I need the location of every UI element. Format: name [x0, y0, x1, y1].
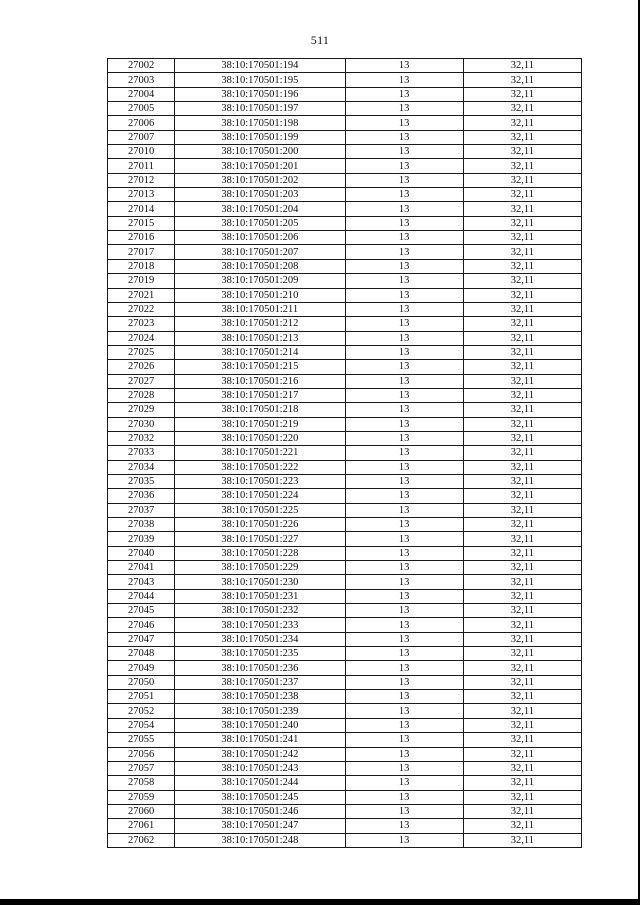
value-cell: 13	[345, 231, 463, 245]
row-number-cell: 27055	[108, 733, 175, 747]
area-cell: 32,11	[463, 833, 581, 847]
value-cell: 13	[345, 388, 463, 402]
cadastral-number-cell: 38:10:170501:243	[175, 761, 345, 775]
area-cell: 32,11	[463, 59, 581, 73]
area-cell: 32,11	[463, 489, 581, 503]
table-row	[108, 403, 582, 417]
value-cell: 13	[345, 718, 463, 732]
row-number-cell: 27014	[108, 202, 175, 216]
cadastral-number-cell: 38:10:170501:208	[175, 259, 345, 273]
area-cell: 32,11	[463, 274, 581, 288]
value-cell: 13	[345, 417, 463, 431]
area-cell: 32,11	[463, 202, 581, 216]
row-number-cell: 27046	[108, 618, 175, 632]
table-row	[108, 761, 582, 775]
row-number-cell: 27025	[108, 345, 175, 359]
value-cell: 13	[345, 87, 463, 101]
table-row	[108, 259, 582, 273]
cadastral-number-cell: 38:10:170501:223	[175, 474, 345, 488]
area-cell: 32,11	[463, 675, 581, 689]
row-number-cell: 27032	[108, 431, 175, 445]
row-number-cell: 27023	[108, 317, 175, 331]
value-cell: 13	[345, 503, 463, 517]
area-cell: 32,11	[463, 518, 581, 532]
table-row	[108, 388, 582, 402]
table-row	[108, 776, 582, 790]
table-row	[108, 604, 582, 618]
cadastral-number-cell: 38:10:170501:233	[175, 618, 345, 632]
value-cell: 13	[345, 604, 463, 618]
value-cell: 13	[345, 73, 463, 87]
area-cell: 32,11	[463, 159, 581, 173]
value-cell: 13	[345, 589, 463, 603]
area-cell: 32,11	[463, 116, 581, 130]
cadastral-number-cell: 38:10:170501:230	[175, 575, 345, 589]
row-number-cell: 27044	[108, 589, 175, 603]
value-cell: 13	[345, 647, 463, 661]
cadastral-number-cell: 38:10:170501:246	[175, 804, 345, 818]
table-row	[108, 704, 582, 718]
row-number-cell: 27016	[108, 231, 175, 245]
area-cell: 32,11	[463, 761, 581, 775]
table-row	[108, 647, 582, 661]
row-number-cell: 27034	[108, 460, 175, 474]
cadastral-number-cell: 38:10:170501:219	[175, 417, 345, 431]
row-number-cell: 27056	[108, 747, 175, 761]
area-cell: 32,11	[463, 819, 581, 833]
row-number-cell: 27050	[108, 675, 175, 689]
row-number-cell: 27054	[108, 718, 175, 732]
row-number-cell: 27012	[108, 173, 175, 187]
table-row	[108, 833, 582, 847]
cadastral-number-cell: 38:10:170501:222	[175, 460, 345, 474]
area-cell: 32,11	[463, 102, 581, 116]
cadastral-number-cell: 38:10:170501:241	[175, 733, 345, 747]
table-row	[108, 231, 582, 245]
value-cell: 13	[345, 145, 463, 159]
table-row	[108, 159, 582, 173]
cadastral-number-cell: 38:10:170501:198	[175, 116, 345, 130]
value-cell: 13	[345, 761, 463, 775]
value-cell: 13	[345, 274, 463, 288]
row-number-cell: 27036	[108, 489, 175, 503]
value-cell: 13	[345, 302, 463, 316]
cadastral-number-cell: 38:10:170501:237	[175, 675, 345, 689]
cadastral-number-cell: 38:10:170501:235	[175, 647, 345, 661]
area-cell: 32,11	[463, 546, 581, 560]
table-row	[108, 145, 582, 159]
cadastral-number-cell: 38:10:170501:225	[175, 503, 345, 517]
table-row	[108, 102, 582, 116]
value-cell: 13	[345, 690, 463, 704]
table-row	[108, 518, 582, 532]
area-cell: 32,11	[463, 388, 581, 402]
table-row	[108, 116, 582, 130]
table-row	[108, 589, 582, 603]
row-number-cell: 27059	[108, 790, 175, 804]
area-cell: 32,11	[463, 145, 581, 159]
cadastral-number-cell: 38:10:170501:204	[175, 202, 345, 216]
area-cell: 32,11	[463, 460, 581, 474]
cadastral-number-cell: 38:10:170501:231	[175, 589, 345, 603]
row-number-cell: 27060	[108, 804, 175, 818]
table-row	[108, 188, 582, 202]
row-number-cell: 27045	[108, 604, 175, 618]
cadastral-number-cell: 38:10:170501:221	[175, 446, 345, 460]
area-cell: 32,11	[463, 690, 581, 704]
table-row	[108, 302, 582, 316]
table-row	[108, 345, 582, 359]
cadastral-number-cell: 38:10:170501:194	[175, 59, 345, 73]
value-cell: 13	[345, 546, 463, 560]
area-cell: 32,11	[463, 604, 581, 618]
value-cell: 13	[345, 575, 463, 589]
area-cell: 32,11	[463, 474, 581, 488]
table-row	[108, 546, 582, 560]
cadastral-number-cell: 38:10:170501:245	[175, 790, 345, 804]
area-cell: 32,11	[463, 302, 581, 316]
table-row	[108, 618, 582, 632]
row-number-cell: 27005	[108, 102, 175, 116]
area-cell: 32,11	[463, 776, 581, 790]
value-cell: 13	[345, 661, 463, 675]
cadastral-number-cell: 38:10:170501:197	[175, 102, 345, 116]
row-number-cell: 27051	[108, 690, 175, 704]
value-cell: 13	[345, 317, 463, 331]
row-number-cell: 27022	[108, 302, 175, 316]
cadastral-number-cell: 38:10:170501:200	[175, 145, 345, 159]
row-number-cell: 27039	[108, 532, 175, 546]
value-cell: 13	[345, 446, 463, 460]
cadastral-number-cell: 38:10:170501:209	[175, 274, 345, 288]
value-cell: 13	[345, 489, 463, 503]
value-cell: 13	[345, 374, 463, 388]
value-cell: 13	[345, 403, 463, 417]
cadastral-number-cell: 38:10:170501:228	[175, 546, 345, 560]
table-row	[108, 245, 582, 259]
row-number-cell: 27038	[108, 518, 175, 532]
cadastral-number-cell: 38:10:170501:203	[175, 188, 345, 202]
area-cell: 32,11	[463, 790, 581, 804]
value-cell: 13	[345, 618, 463, 632]
cadastral-table	[107, 58, 582, 848]
table-row	[108, 632, 582, 646]
area-cell: 32,11	[463, 87, 581, 101]
cadastral-number-cell: 38:10:170501:234	[175, 632, 345, 646]
cadastral-number-cell: 38:10:170501:205	[175, 216, 345, 230]
row-number-cell: 27040	[108, 546, 175, 560]
table-row	[108, 675, 582, 689]
cadastral-number-cell: 38:10:170501:218	[175, 403, 345, 417]
area-cell: 32,11	[463, 718, 581, 732]
cadastral-number-cell: 38:10:170501:236	[175, 661, 345, 675]
area-cell: 32,11	[463, 173, 581, 187]
row-number-cell: 27048	[108, 647, 175, 661]
area-cell: 32,11	[463, 561, 581, 575]
row-number-cell: 27057	[108, 761, 175, 775]
value-cell: 13	[345, 704, 463, 718]
value-cell: 13	[345, 790, 463, 804]
table-row	[108, 489, 582, 503]
value-cell: 13	[345, 460, 463, 474]
page-number: 511	[310, 33, 330, 47]
area-cell: 32,11	[463, 632, 581, 646]
area-cell: 32,11	[463, 747, 581, 761]
area-cell: 32,11	[463, 733, 581, 747]
cadastral-number-cell: 38:10:170501:238	[175, 690, 345, 704]
cadastral-number-cell: 38:10:170501:247	[175, 819, 345, 833]
cadastral-number-cell: 38:10:170501:229	[175, 561, 345, 575]
table-row	[108, 661, 582, 675]
cadastral-number-cell: 38:10:170501:224	[175, 489, 345, 503]
table-row	[108, 733, 582, 747]
table-row	[108, 59, 582, 73]
table-row	[108, 474, 582, 488]
area-cell: 32,11	[463, 417, 581, 431]
scan-bottom-edge	[0, 899, 640, 905]
row-number-cell: 27026	[108, 360, 175, 374]
value-cell: 13	[345, 116, 463, 130]
table-row	[108, 317, 582, 331]
area-cell: 32,11	[463, 345, 581, 359]
value-cell: 13	[345, 431, 463, 445]
table-row	[108, 460, 582, 474]
value-cell: 13	[345, 173, 463, 187]
cadastral-number-cell: 38:10:170501:226	[175, 518, 345, 532]
row-number-cell: 27033	[108, 446, 175, 460]
area-cell: 32,11	[463, 661, 581, 675]
value-cell: 13	[345, 474, 463, 488]
table-row	[108, 819, 582, 833]
row-number-cell: 27004	[108, 87, 175, 101]
row-number-cell: 27003	[108, 73, 175, 87]
value-cell: 13	[345, 202, 463, 216]
value-cell: 13	[345, 216, 463, 230]
area-cell: 32,11	[463, 704, 581, 718]
table-body	[108, 59, 582, 848]
row-number-cell: 27019	[108, 274, 175, 288]
row-number-cell: 27035	[108, 474, 175, 488]
row-number-cell: 27002	[108, 59, 175, 73]
row-number-cell: 27013	[108, 188, 175, 202]
area-cell: 32,11	[463, 374, 581, 388]
area-cell: 32,11	[463, 245, 581, 259]
value-cell: 13	[345, 59, 463, 73]
cadastral-number-cell: 38:10:170501:199	[175, 130, 345, 144]
row-number-cell: 27041	[108, 561, 175, 575]
table-row	[108, 202, 582, 216]
area-cell: 32,11	[463, 231, 581, 245]
value-cell: 13	[345, 288, 463, 302]
row-number-cell: 27018	[108, 259, 175, 273]
row-number-cell: 27058	[108, 776, 175, 790]
row-number-cell: 27029	[108, 403, 175, 417]
area-cell: 32,11	[463, 589, 581, 603]
cadastral-number-cell: 38:10:170501:240	[175, 718, 345, 732]
cadastral-number-cell: 38:10:170501:242	[175, 747, 345, 761]
row-number-cell: 27010	[108, 145, 175, 159]
area-cell: 32,11	[463, 618, 581, 632]
area-cell: 32,11	[463, 73, 581, 87]
table-row	[108, 790, 582, 804]
table-row	[108, 532, 582, 546]
table-row	[108, 73, 582, 87]
cadastral-number-cell: 38:10:170501:212	[175, 317, 345, 331]
table-row	[108, 288, 582, 302]
row-number-cell: 27037	[108, 503, 175, 517]
value-cell: 13	[345, 159, 463, 173]
table-row	[108, 804, 582, 818]
table-row	[108, 446, 582, 460]
cadastral-number-cell: 38:10:170501:217	[175, 388, 345, 402]
cadastral-number-cell: 38:10:170501:207	[175, 245, 345, 259]
value-cell: 13	[345, 130, 463, 144]
area-cell: 32,11	[463, 575, 581, 589]
cadastral-number-cell: 38:10:170501:211	[175, 302, 345, 316]
row-number-cell: 27017	[108, 245, 175, 259]
cadastral-number-cell: 38:10:170501:213	[175, 331, 345, 345]
table-row	[108, 173, 582, 187]
row-number-cell: 27062	[108, 833, 175, 847]
value-cell: 13	[345, 733, 463, 747]
area-cell: 32,11	[463, 446, 581, 460]
table-row	[108, 216, 582, 230]
area-cell: 32,11	[463, 317, 581, 331]
row-number-cell: 27015	[108, 216, 175, 230]
value-cell: 13	[345, 518, 463, 532]
row-number-cell: 27011	[108, 159, 175, 173]
value-cell: 13	[345, 331, 463, 345]
cadastral-number-cell: 38:10:170501:227	[175, 532, 345, 546]
cadastral-number-cell: 38:10:170501:202	[175, 173, 345, 187]
area-cell: 32,11	[463, 532, 581, 546]
row-number-cell: 27047	[108, 632, 175, 646]
row-number-cell: 27052	[108, 704, 175, 718]
row-number-cell: 27007	[108, 130, 175, 144]
area-cell: 32,11	[463, 804, 581, 818]
table-row	[108, 417, 582, 431]
table-row	[108, 575, 582, 589]
table-row	[108, 718, 582, 732]
row-number-cell: 27028	[108, 388, 175, 402]
value-cell: 13	[345, 259, 463, 273]
area-cell: 32,11	[463, 403, 581, 417]
value-cell: 13	[345, 747, 463, 761]
cadastral-number-cell: 38:10:170501:214	[175, 345, 345, 359]
row-number-cell: 27061	[108, 819, 175, 833]
table-row	[108, 331, 582, 345]
table-row	[108, 274, 582, 288]
table-row	[108, 561, 582, 575]
table-row	[108, 690, 582, 704]
cadastral-number-cell: 38:10:170501:206	[175, 231, 345, 245]
table-row	[108, 747, 582, 761]
value-cell: 13	[345, 804, 463, 818]
value-cell: 13	[345, 675, 463, 689]
area-cell: 32,11	[463, 331, 581, 345]
cadastral-number-cell: 38:10:170501:232	[175, 604, 345, 618]
table-row	[108, 360, 582, 374]
value-cell: 13	[345, 632, 463, 646]
table-row	[108, 503, 582, 517]
value-cell: 13	[345, 102, 463, 116]
area-cell: 32,11	[463, 503, 581, 517]
area-cell: 32,11	[463, 188, 581, 202]
row-number-cell: 27006	[108, 116, 175, 130]
value-cell: 13	[345, 360, 463, 374]
cadastral-number-cell: 38:10:170501:196	[175, 87, 345, 101]
value-cell: 13	[345, 532, 463, 546]
cadastral-number-cell: 38:10:170501:201	[175, 159, 345, 173]
area-cell: 32,11	[463, 216, 581, 230]
cadastral-number-cell: 38:10:170501:220	[175, 431, 345, 445]
cadastral-number-cell: 38:10:170501:248	[175, 833, 345, 847]
area-cell: 32,11	[463, 360, 581, 374]
cadastral-number-cell: 38:10:170501:195	[175, 73, 345, 87]
row-number-cell: 27043	[108, 575, 175, 589]
value-cell: 13	[345, 833, 463, 847]
table-row	[108, 87, 582, 101]
area-cell: 32,11	[463, 431, 581, 445]
row-number-cell: 27024	[108, 331, 175, 345]
cadastral-number-cell: 38:10:170501:239	[175, 704, 345, 718]
row-number-cell: 27030	[108, 417, 175, 431]
area-cell: 32,11	[463, 647, 581, 661]
table-row	[108, 431, 582, 445]
table-row	[108, 374, 582, 388]
area-cell: 32,11	[463, 130, 581, 144]
table-row	[108, 130, 582, 144]
area-cell: 32,11	[463, 259, 581, 273]
cadastral-number-cell: 38:10:170501:210	[175, 288, 345, 302]
value-cell: 13	[345, 776, 463, 790]
value-cell: 13	[345, 561, 463, 575]
value-cell: 13	[345, 188, 463, 202]
value-cell: 13	[345, 245, 463, 259]
value-cell: 13	[345, 345, 463, 359]
cadastral-number-cell: 38:10:170501:244	[175, 776, 345, 790]
area-cell: 32,11	[463, 288, 581, 302]
value-cell: 13	[345, 819, 463, 833]
row-number-cell: 27021	[108, 288, 175, 302]
row-number-cell: 27027	[108, 374, 175, 388]
cadastral-number-cell: 38:10:170501:216	[175, 374, 345, 388]
cadastral-number-cell: 38:10:170501:215	[175, 360, 345, 374]
row-number-cell: 27049	[108, 661, 175, 675]
